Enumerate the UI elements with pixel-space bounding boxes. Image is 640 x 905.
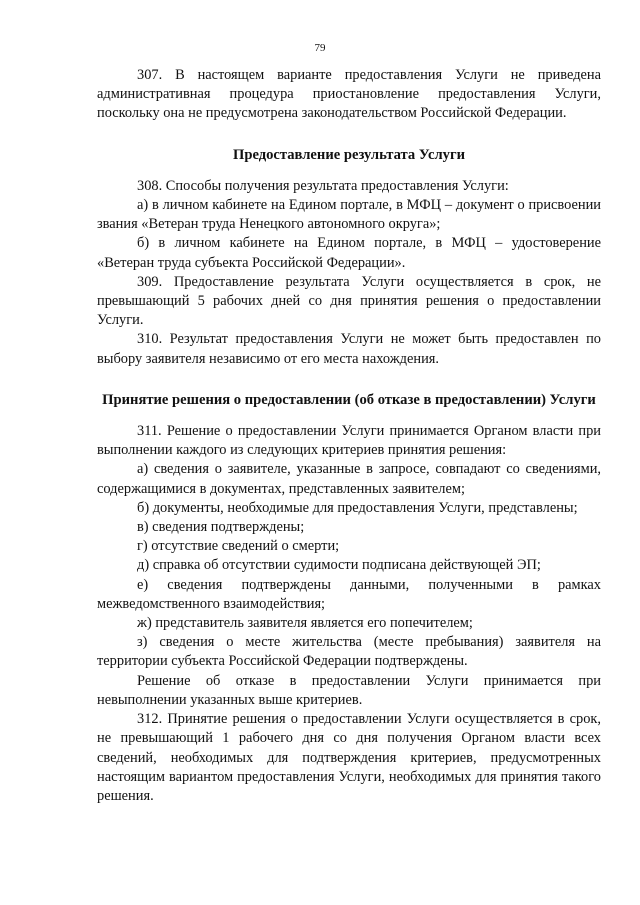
paragraph-311-v: в) сведения подтверждены; xyxy=(137,519,305,536)
paragraph-309: 309. Предоставление результата Услуги осуществляется в срок, не превышающий 5 рабочих дней со дня принятия решения о предоставлении Услуги. xyxy=(97,273,601,329)
paragraph-311-z: з) сведения о месте жительства (месте пребывания) заявителя на территории субъекта Российской Федерации подтверждены. xyxy=(97,634,601,670)
paragraph-311-e: е) сведения подтверждены данными, полученными в рамках межведомственного взаимодействия; xyxy=(97,576,601,612)
paragraph-311: 311. Решение о предоставлении Услуги принимается Органом власти при выполнении каждого из следующих критериев принятия решения: xyxy=(97,423,601,459)
paragraph-308-b: б) в личном кабинете на Едином портале, в МФЦ – удостоверение «Ветеран труда субъекта Российской Федерации». xyxy=(97,235,601,271)
paragraph-308: 308. Способы получения результата предоставления Услуги: xyxy=(137,177,509,194)
section-heading-decision: Принятие решения о предоставлении (об отказе в предоставлении) Услуги xyxy=(102,391,596,408)
paragraph-311-zh: ж) представитель заявителя является его попечителем; xyxy=(137,615,473,632)
document-body xyxy=(97,66,601,806)
paragraph-311-d: д) справка об отсутствии судимости подписана действующей ЭП; xyxy=(137,557,541,574)
paragraph-311-a: а) сведения о заявителе, указанные в запросе, совпадают со сведениями, содержащимися в документах, представленных заявителем; xyxy=(97,461,601,497)
paragraph-310: 310. Результат предоставления Услуги не может быть предоставлен по выбору заявителя независимо от его места нахождения. xyxy=(97,331,601,367)
page-number: 79 xyxy=(314,42,326,54)
section-heading-result: Предоставление результата Услуги xyxy=(233,146,465,163)
paragraph-308-a: а) в личном кабинете на Едином портале, в МФЦ – документ о присвоении звания «Ветеран труда Ненецкого автономного округа»; xyxy=(97,197,601,233)
paragraph-312: 312. Принятие решения о предоставлении Услуги осуществляется в срок, не превышающий 1 рабочего дня со дня получения Органом власти всех сведений, необходимых для подтверждения критериев, предусмотренных настоящим вариантом предоставления Услуги, необходимых для принятия такого решения. xyxy=(97,711,601,804)
paragraph-311-refusal: Решение об отказе в предоставлении Услуги принимается при невыполнении указанных выше критериев. xyxy=(97,672,601,708)
paragraph-307: 307. В настоящем варианте предоставления Услуги не приведена административная процедура приостановление предоставления Услуги, поскольку она не предусмотрена законодательством Российской Федерации. xyxy=(97,67,601,122)
paragraph-311-b: б) документы, необходимые для предоставления Услуги, представлены; xyxy=(137,499,578,516)
paragraph-311-g: г) отсутствие сведений о смерти; xyxy=(137,538,340,555)
